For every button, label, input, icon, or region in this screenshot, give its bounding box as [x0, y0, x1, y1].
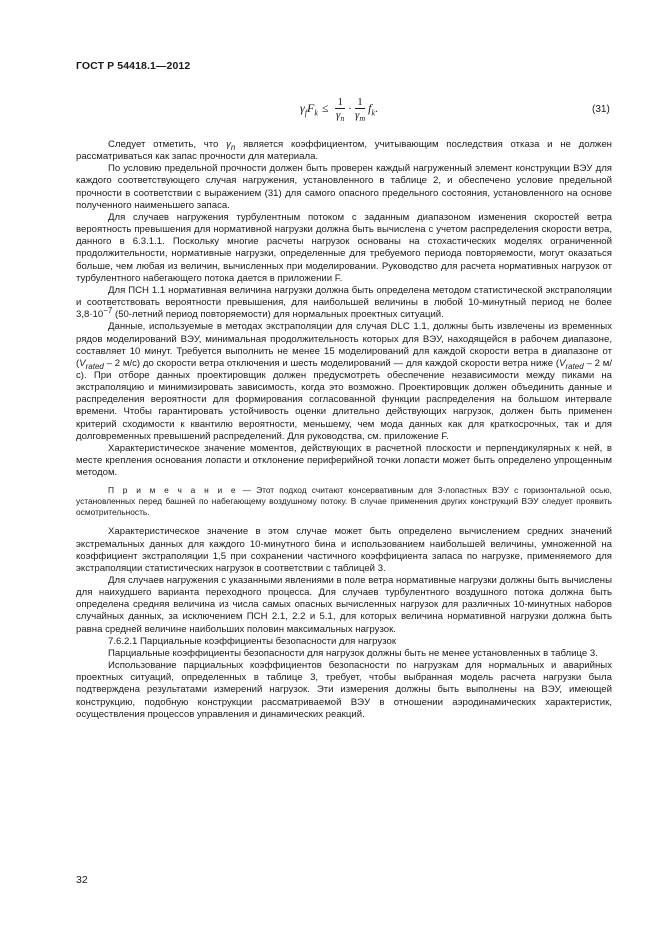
paragraph: По условию предельной прочности должен быть проверен каждый нагруженный элемент конструкции ВЭУ для каждого соответствующего случая нагружения, установленного в таблице 2, и обеспечено условие предельной прочности в соответствии с выражением (31) для самого опасного предельного состояния, установленного на основе полученного наименьшего запаса.: [76, 163, 612, 211]
formula-fraction-gamma-n: $\frac{1}{\gamma_n}$: [336, 96, 345, 124]
paragraph: Данные, используемые в методах экстраполяции для случая DLC 1.1, должны быть извлечены из временных рядов моделирований ВЭУ, минимальная продолжительность которых для ВЭУ, находящейся в рабочем диапазоне, составляет 10 минут. Требуется выполнить не менее 15 моделирований для каждой скорости ветра в диапазоне от ($V_{rated} - 2$ м/с) до скорости ветра отключения и шесть моделирований — для каждой скорости ветра ниже ($V_{rated} - 2$ м/с). При отборе данных проектировщик должен предусмотреть обеспечение независимости между пиками на экстраполяцию и минимизировать зависимость, когда это возможно. Проектировщик должен объединить данные и распределения вероятности для формирования согласованной функции распределения на большом интервале времени. Чтобы гарантировать устойчивость оценки длительно действующих нагрузок, должен быть применен критерий сходимости к квантилю вероятности, меньшему, чем мода данных как для краткосрочных, так и для долговременных превышений распределений. Для руководства, см. приложение F.: [76, 321, 612, 442]
paragraph: Следует отметить, что $\gamma_n$ является коэффициентом, учитывающим последствия отказа и не должен рассматриваться как запас прочности для материала.: [76, 139, 612, 163]
paragraph: Для случаев нагружения турбулентным потоком с заданным диапазоном изменения скоростей ветра вероятность превышения для нормативной нагрузки должна быть вычислена с учетом распределения скорости ветра, данного в 6.3.1.1. Поскольку многие расчеты нагрузок основаны на стохастических моделях ограниченной продолжительности, нормативные нагрузки, определенные для требуемого периода повторяемости, могут оказаться больше, чем любая из величин, вычисленных при моделировании. Руководство для расчета нормативных нагрузок от турбулентного набегающего потока дается в приложении F.: [76, 211, 612, 284]
formula-31: [300, 96, 378, 124]
formula-end: .: [375, 101, 378, 115]
formula-dot: ·: [347, 101, 352, 115]
formula-fraction-gamma-m: $\frac{1}{\gamma_m}$: [354, 96, 366, 124]
paragraph: Использование парциальных коэффициентов безопасности по нагрузкам для нормальных и аварийных проектных ситуаций, определенных в таблице 3, требует, чтобы выбранная модель расчета нагрузки была подтверждена результатами измерений нагрузок. Эти измерения должны быть выполнены на ВЭУ, имеющей конструкцию, подобную конструкции рассматриваемой ВЭУ в отношении аэродинамических характеристик, осуществления процессов управления и динамических реакций.: [76, 660, 612, 720]
formula-gamma-f: $\gamma_f$: [300, 101, 307, 118]
paragraph: Характеристическое значение моментов, действующих в расчетной плоскости и перпендикулярных к ней, в месте крепления основания лопасти и отклонение периферийной точки лопасти может быть определено упрощенным методом.: [76, 442, 612, 479]
page-number: 32: [76, 874, 88, 886]
body-text: [76, 139, 612, 721]
formula-F-k: $F_k$: [306, 101, 318, 118]
note: П р и м е ч а н и е — Этот подход считают консервативным для 3-лопастных ВЭУ с горизонтальной осью, установленных перед башней по набегающему воздушному потоку. В случае применения других конструкций ВЭУ следует проявить осмотрительность.: [76, 485, 612, 518]
document-header: ГОСТ Р 54418.1—2012: [76, 60, 191, 72]
formula-relation: ≤: [321, 101, 329, 115]
formula-f-k: $f_k$: [368, 101, 375, 118]
paragraph: Для случаев нагружения с указанными явлениями в поле ветра нормативные нагрузки должны быть вычислены для наихудшего варианта переходного процесса. Для случаев турбулентного воздушного потока должна быть определена средняя величина из числа самых опасных вычисленных нагрузок для различных 10-минутных наборов случайных данных, за исключением ПСН 2.1, 2.2 и 5.1, для которых величина нормативной нагрузки должна быть равна средней величине наибольших половин максимальных нагрузок.: [76, 575, 612, 635]
note-label: П р и м е ч а н и е: [108, 485, 238, 496]
paragraph: Парциальные коэффициенты безопасности для нагрузок должны быть не менее установленных в таблице 3.: [108, 647, 598, 659]
section-heading: 7.6.2.1 Парциальные коэффициенты безопасности для нагрузок: [108, 635, 397, 647]
equation-number: (31): [592, 104, 610, 115]
paragraph: Характеристическое значение в этом случае может быть определено вычислением средних значений экстремальных данных для каждого 10-минутного бина и использованием наибольшей величины, умноженной на коэффициент экстраполяции 1,5 при сохранении частичного коэффициента запаса по нагрузке, применяемого для экстраполяции статистических нагрузок в соответствии с таблицей 3.: [76, 526, 612, 574]
paragraph: Для ПСН 1.1 нормативная величина нагрузки должна быть определена методом статистической экстраполяции и соответствовать вероятности превышения, для наибольшей величины в любой 10-минутный период не более $3,8\cdot 10^{-7}$ (50-летний период повторяемости) для нормальных проектных ситуаций.: [76, 284, 612, 321]
